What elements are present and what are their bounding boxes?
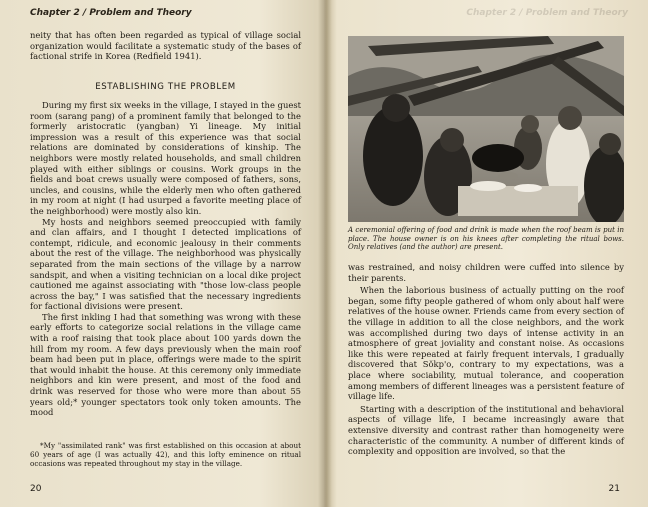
photo-illustration	[348, 36, 624, 222]
body-paragraph-4: When the laborious business of actually putting on the roof began, some fifty people gathered of whom only about half were relatives of the house owner. Friends came from every section of the village in addition to all the close neighbors, and the work was accomplished during two days of intense activity in an atmosphere of great joviality and constant noise. As occasions like this were repeated at fairly frequent intervals, I gradually discovered that Sŏkp'o, contrary to my expectations, was a place where sociability, mutual tolerance, and cooperation among members of different lineages was a persistent feature of village life.	[348, 285, 624, 402]
body-paragraph-2: My hosts and neighbors seemed preoccupied with family and clan affairs, and I thought I detected implications of contempt, ridicule, and economic jealousy in their comments about the rest of the village. The neighborhood was physically separated from the main sections of the village by a narrow sandspit, and when a visiting technician on a local dike project cautioned me against associating with "those low-class people across the bay," I was satisfied that the necessary ingredients for factional divisions were present.	[30, 216, 301, 312]
book-gutter	[318, 0, 332, 507]
section-heading: ESTABLISHING THE PROBLEM	[95, 82, 236, 92]
footnote: *My "assimilated rank" was first established on this occasion at about 60 years of age (I was actually 42), and this lofty eminence on ritual occasions was repeated throughout my stay in the village.	[30, 441, 301, 468]
body-paragraph-continued: was restrained, and noisy children were cuffed into silence by their parents.	[348, 262, 624, 283]
body-text	[30, 100, 301, 418]
page-number-left: 20	[30, 484, 42, 494]
running-head: Chapter 2 / Problem and Theory	[30, 8, 192, 18]
body-paragraph-3: The first inkling I had that something was wrong with these early efforts to categorize social relations in the village came with a roof raising that took place about 100 yards down the hill from my room. A few days previously when the main roof beam had been put in place, offerings were made to the spirit that would inhabit the house. At this ceremony only immediate neighbors and kin were present, and most of the food and drink was reserved for those who were more than about 55 years old;* younger spectators took only token amounts. The mood	[30, 311, 301, 418]
ceremony-photograph	[348, 36, 624, 222]
intro-paragraph: neity that has often been regarded as typical of village social organization would facilitate a systematic study of the bases of factional strife in Korea (Redfield 1941).	[30, 30, 301, 62]
photo-caption: A ceremonial offering of food and drink is made when the roof beam is put in place. The house owner is on his knees after completing the ritual bows. Only relatives (and the author) are present.	[348, 226, 624, 252]
page-number-right: 21	[608, 484, 620, 494]
right-page	[332, 0, 648, 507]
body-paragraph-1: During my first six weeks in the village, I stayed in the guest room (sarang pang) of a prominent family that belonged to the formerly aristocratic (yangban) Yi lineage. My initial impression was a result of this experience was that social relations are dominated by considerations of kinship. The neighbors were mostly related households, and small children played with either siblings or cousins. Work groups in the fields and boat crews usually were composed of fathers, sons, uncles, and cousins, while the elderly men who often gathered in my room at night (I had usurped a favorite meeting place of the neighborhood) were mostly also kin.	[30, 100, 301, 216]
body-text-right	[348, 262, 624, 457]
intro-text	[30, 30, 301, 62]
left-page	[0, 0, 318, 507]
body-paragraph-5: Starting with a description of the institutional and behavioral aspects of village life, I became increasingly aware that extensive diversity and contrast rather than homogeneity were characteristic of the community. A number of different kinds of complexity and opposition are involved, so that the	[348, 403, 624, 457]
show-through-running-head: Chapter 2 / Problem and Theory	[466, 8, 628, 18]
